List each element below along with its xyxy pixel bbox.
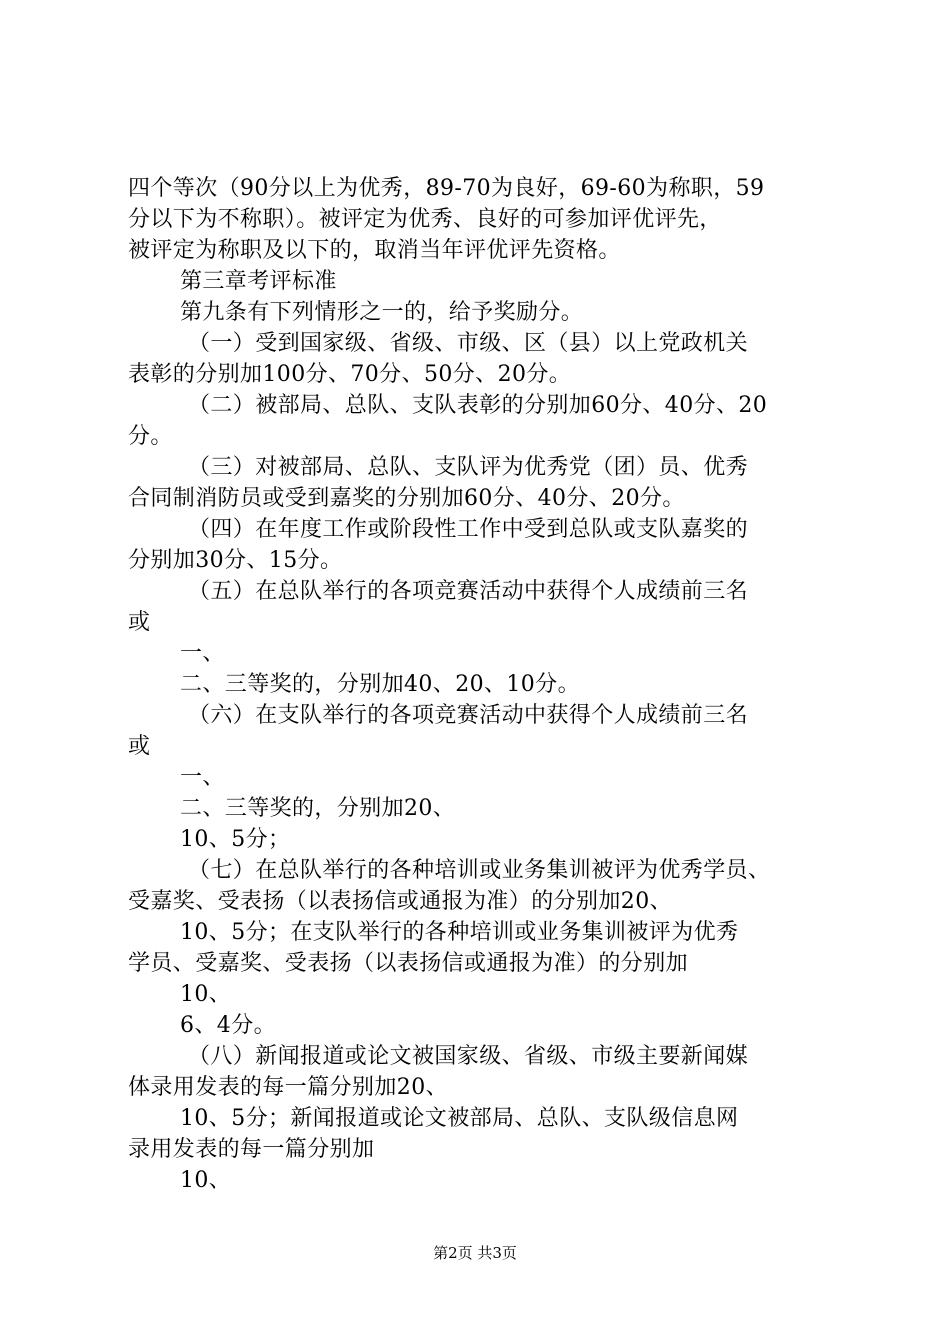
text-line: 6、4分。 [180, 1013, 276, 1038]
text-line: 10、5分；新闻报道或论文被部局、总队、支队级信息网 [180, 1106, 739, 1131]
text-line: 10、5分；在支队举行的各种培训或业务集训被评为优秀 [180, 920, 739, 945]
text-line: （三）对被部局、总队、支队评为优秀党（团）员、优秀 [188, 455, 749, 480]
text-line: 表彰的分别加100分、70分、50分、20分。 [128, 362, 572, 387]
text-line: 第九条有下列情形之一的，给予奖励分。 [180, 300, 584, 325]
text-line: 第三章考评标准 [180, 269, 337, 294]
text-line: 一、 [180, 765, 225, 790]
text-line: 10、5分； [180, 827, 291, 852]
text-line: 合同制消防员或受到嘉奖的分别加60分、40分、20分。 [128, 486, 685, 511]
text-line: 学员、受嘉奖、受表扬（以表扬信或通报为准）的分别加 [128, 951, 689, 976]
text-line: 分以下为不称职）。被评定为优秀、良好的可参加评优评先， [128, 207, 722, 232]
text-line: （四）在年度工作或阶段性工作中受到总队或支队嘉奖的 [188, 517, 749, 542]
text-line: （七）在总队举行的各种培训或业务集训被评为优秀学员、 [188, 858, 771, 883]
text-line: 体录用发表的每一篇分别加20、 [128, 1075, 448, 1100]
text-line: （一）受到国家级、省级、市级、区（县）以上党政机关 [188, 331, 749, 356]
text-line: 或 [128, 734, 151, 759]
text-line: 10、 [180, 982, 232, 1007]
text-line: 受嘉奖、受表扬（以表扬信或通报为准）的分别加20、 [128, 889, 672, 914]
text-line: 或 [128, 610, 151, 635]
document-body [128, 173, 840, 1196]
text-line: 10、 [180, 1168, 232, 1193]
text-line: 二、三等奖的，分别加20、 [180, 796, 456, 821]
text-line: （二）被部局、总队、支队表彰的分别加60分、40分、20 [188, 393, 768, 418]
text-line: 四个等次（90分以上为优秀，89-70为良好，69-60为称职，59 [128, 176, 765, 201]
text-line: 被评定为称职及以下的，取消当年评优评先资格。 [128, 238, 621, 263]
text-line: （六）在支队举行的各项竞赛活动中获得个人成绩前三名 [188, 703, 749, 728]
text-line: 二、三等奖的，分别加40、20、10分。 [180, 672, 580, 697]
text-line: 分。 [128, 424, 173, 449]
text-line: 一、 [180, 641, 225, 666]
text-line: （五）在总队举行的各项竞赛活动中获得个人成绩前三名 [188, 579, 749, 604]
text-line: （八）新闻报道或论文被国家级、省级、市级主要新闻媒 [188, 1044, 749, 1069]
text-line: 分别加30分、15分。 [128, 548, 343, 573]
text-line: 录用发表的每一篇分别加 [128, 1137, 375, 1162]
page-footer: 第2页 共3页 [433, 1244, 517, 1262]
